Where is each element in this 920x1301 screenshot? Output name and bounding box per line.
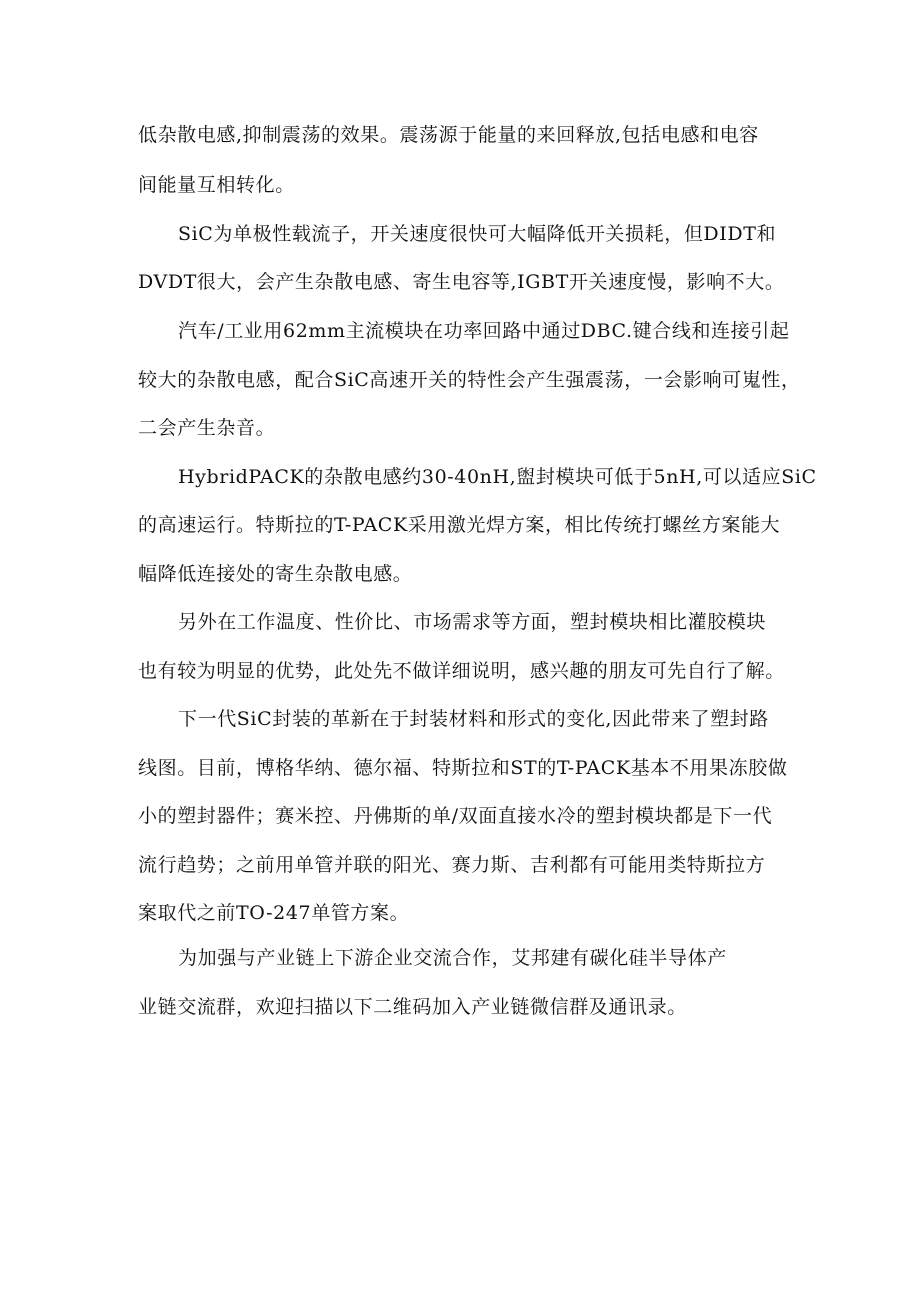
paragraph-5-line-1: 另外在工作温度、性价比、市场需求等方面，塑封模块相比灌胶模块	[178, 611, 767, 633]
paragraph-6-line-4: 流行趋势；之前用单管并联的阳光、赛力斯、吉利都有可能用类特斯拉方	[138, 854, 766, 876]
paragraph-4-line-2: 的高速运行。特斯拉的T-PACK采用激光焊方案，相比传统打螺丝方案能大	[138, 514, 781, 536]
paragraph-6-line-3: 小的塑封器件；赛米控、丹佛斯的单/双面直接水冷的塑封模块都是下一代	[138, 805, 773, 827]
paragraph-1-line-1: 低杂散电感,抑制震荡的效果。震荡源于能量的来回释放,包括电感和电容	[138, 124, 759, 146]
paragraph-5-line-2: 也有较为明显的优势，此处先不做详细说明，感兴趣的朋友可先自行了解。	[138, 660, 785, 682]
paragraph-2-line-1: SiC为单极性载流子，开关速度很快可大幅降低开关损耗，但DIDT和	[178, 223, 777, 245]
paragraph-4-line-1: HybridPACK的杂散电感约30-40nH,盥封模块可低于5nH,可以适应SiC	[178, 466, 817, 488]
paragraph-1-line-2: 间能量互相转化。	[138, 174, 295, 196]
paragraph-7-line-2: 业链交流群，欢迎扫描以下二维码加入产业链微信群及通讯录。	[138, 996, 687, 1018]
paragraph-2-line-2: DVDT很大，会产生杂散电感、寄生电容等,IGBT开关速度慢，影响不大。	[138, 271, 785, 293]
paragraph-4-line-3: 幅降低连接处的寄生杂散电感。	[138, 563, 413, 585]
paragraph-6-line-1: 下一代SiC封装的革新在于封装材料和形式的变化,因此带来了塑封路	[178, 708, 769, 730]
paragraph-7-line-1: 为加强与产业链上下游企业交流合作，艾邦建有碳化硅半导体产	[178, 947, 727, 969]
paragraph-3-line-3: 二会产生杂音。	[138, 417, 276, 439]
paragraph-6-line-2: 线图。目前，博格华纳、德尔福、特斯拉和ST的T-PACK基本不用果冻胶做	[138, 757, 788, 779]
paragraph-3-line-1: 汽车/工业用62mm主流模块在功率回路中通过DBC.键合线和连接引起	[178, 320, 790, 342]
paragraph-6-line-5: 案取代之前TO-247单管方案。	[138, 902, 410, 924]
paragraph-3-line-2: 较大的杂散电感，配合SiC高速开关的特性会产生强震荡，一会影响可嵬性，	[138, 369, 801, 391]
